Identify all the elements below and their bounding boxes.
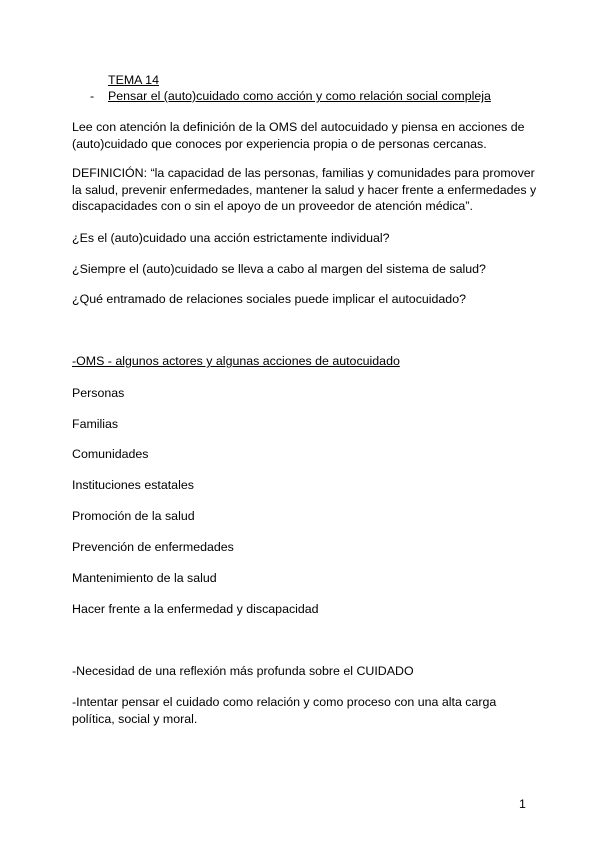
bullet-dash: - bbox=[90, 89, 95, 103]
definition-line: discapacidades con o sin el apoyo de un proveedor de atención médica”. bbox=[72, 199, 473, 213]
intro-line: Lee con atención la definición de la OMS del autocuidado y piensa en acciones de bbox=[72, 120, 525, 134]
page-number: 1 bbox=[519, 797, 526, 811]
question-2: ¿Siempre el (auto)cuidado se lleva a cabo al margen del sistema de salud? bbox=[72, 262, 486, 276]
reflection-line: -Intentar pensar el cuidado como relación y como proceso con una alta carga bbox=[72, 695, 497, 709]
question-3: ¿Qué entramado de relaciones sociales puede implicar el autocuidado? bbox=[72, 292, 466, 306]
reflection-line-1: -Necesidad de una reflexión más profunda sobre el CUIDADO bbox=[72, 664, 414, 678]
oms-list-item: Familias bbox=[72, 417, 119, 431]
question-1: ¿Es el (auto)cuidado una acción estrictamente individual? bbox=[72, 231, 390, 245]
oms-list-item: Instituciones estatales bbox=[72, 478, 194, 492]
oms-list-item: Comunidades bbox=[72, 447, 149, 461]
reflection-paragraph bbox=[72, 694, 532, 727]
topic-number: TEMA 14 bbox=[108, 73, 159, 87]
topic-subtitle: Pensar el (auto)cuidado como acción y como relación social compleja bbox=[108, 89, 491, 103]
reflection-line: política, social y moral. bbox=[72, 711, 198, 726]
oms-section-heading: -OMS - algunos actores y algunas acciones de autocuidado bbox=[72, 354, 400, 368]
oms-list-item: Hacer frente a la enfermedad y discapacidad bbox=[72, 602, 319, 616]
definition-line: DEFINICIÓN: “la capacidad de las personas, familias y comunidades para promover bbox=[72, 166, 535, 180]
oms-list-item: Personas bbox=[72, 386, 125, 400]
intro-paragraph bbox=[72, 119, 532, 152]
intro-line: (auto)cuidado que conoces por experiencia propia o de personas cercanas. bbox=[72, 136, 487, 151]
oms-list-item: Prevención de enfermedades bbox=[72, 540, 234, 554]
definition-paragraph bbox=[72, 165, 537, 215]
oms-list-item: Mantenimiento de la salud bbox=[72, 571, 217, 585]
definition-line: la salud, prevenir enfermedades, mantener la salud y hacer frente a enfermedades y bbox=[72, 182, 537, 197]
oms-list-item: Promoción de la salud bbox=[72, 509, 195, 523]
